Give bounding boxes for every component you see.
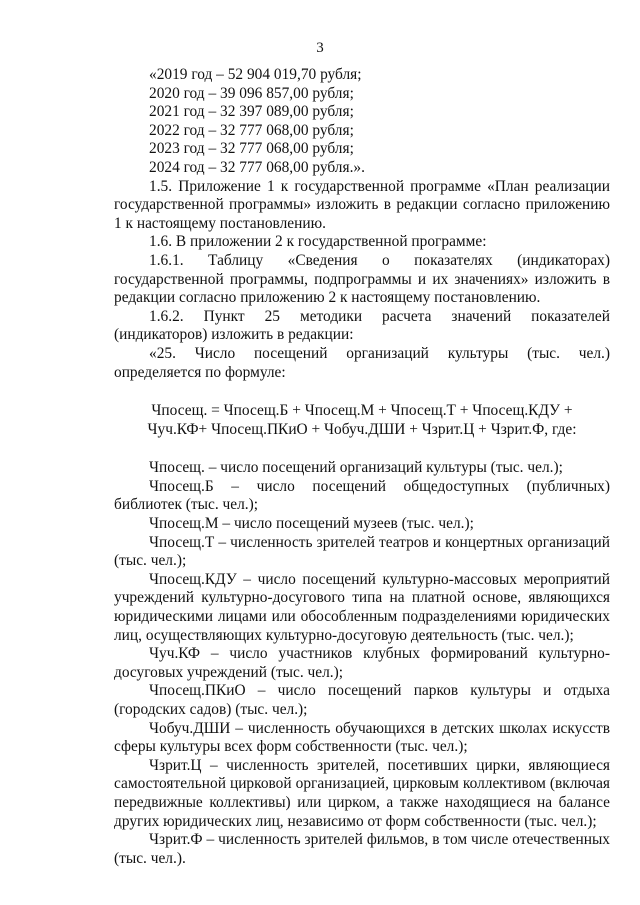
document-body (114, 66, 610, 868)
definition-item: Чпосещ.КДУ – число посещений культурно-массовых мероприятий учреждений культурно-досугового типа на платной основе, являющихся юридическими лицами или обособленным подразделениями юридических лиц, осуществляющих культурно-досуговую деятельность (тыс. чел.); (114, 570, 610, 644)
definition-item: Чпосещ. – число посещений организаций культуры (тыс. чел.); (149, 459, 563, 477)
definition-item: Чуч.КФ – число участников клубных формирований культурно-досуговых учреждений (тыс. чел.); (114, 645, 610, 681)
paragraph: «25. Число посещений организаций культуры (тыс. чел.) определяется по формуле: (114, 344, 610, 381)
paragraph: 1.6.1. Таблицу «Сведения о показателях (индикаторах) государственной программы, подпрограммы и их значениях» изложить в редакции согласно приложению 2 к настоящему постановлению. (114, 251, 610, 307)
paragraph: 1.6.2. Пункт 25 методики расчета значений показателей (индикаторов) изложить в редакции: (114, 307, 610, 344)
budget-list (114, 66, 610, 178)
budget-line: 2020 год – 39 096 857,00 рубля; (149, 84, 354, 102)
budget-line: «2019 год – 52 904 019,70 рубля; (149, 66, 362, 83)
definitions-list (114, 459, 610, 868)
page-number: 3 (316, 40, 324, 56)
paragraph: 1.6. В приложении 2 к государственной программе: (149, 233, 487, 251)
budget-line: 2024 год – 32 777 068,00 рубля.». (149, 158, 365, 176)
definition-item: Чпосещ.ПКиО – число посещений парков культуры и отдыха (городских садов) (тыс. чел.); (114, 682, 610, 718)
budget-line: 2021 год – 32 397 089,00 рубля; (149, 103, 354, 121)
budget-line: 2022 год – 32 777 068,00 рубля; (149, 121, 354, 139)
definition-item: Чзрит.Ф – численность зрителей фильмов, в том числе отечественных (тыс. чел.). (114, 831, 610, 867)
definition-item: Чпосещ.Т – численность зрителей театров и концертных организаций (тыс. чел.); (114, 533, 610, 570)
definition-item: Чпосещ.М – число посещений музеев (тыс. чел.); (149, 515, 474, 533)
paragraph: 1.5. Приложение 1 к государственной программе «План реализации государственной программы» изложить в редакции согласно приложению 1 к настоящему постановлению. (114, 177, 610, 232)
definition-item: Чпосещ.Б – число посещений общедоступных (публичных) библиотек (тыс. чел.); (114, 477, 610, 514)
formula-line: Чпосещ. = Чпосещ.Б + Чпосещ.М + Чпосещ.Т + Чпосещ.КДУ + (151, 402, 573, 420)
definition-item: Чобуч.ДШИ – численность обучающихся в детских школах искусств сферы культуры всех форм собственности (тыс. чел.); (114, 719, 610, 756)
formula (114, 402, 610, 439)
definition-item: Чзрит.Ц – численность зрителей, посетивших цирки, являющиеся самостоятельной цирковой организацией, цирковым коллективом (включая передвижные коллективы) или цирком, а также находящиеся на балансе других юридических лиц, независимо от форм собственности (тыс. чел.); (114, 756, 610, 830)
budget-line: 2023 год – 32 777 068,00 рубля; (149, 140, 354, 158)
formula-line: Чуч.КФ+ Чпосещ.ПКиО + Чобуч.ДШИ + Чзрит.Ц + Чзрит.Ф, где: (147, 420, 577, 438)
